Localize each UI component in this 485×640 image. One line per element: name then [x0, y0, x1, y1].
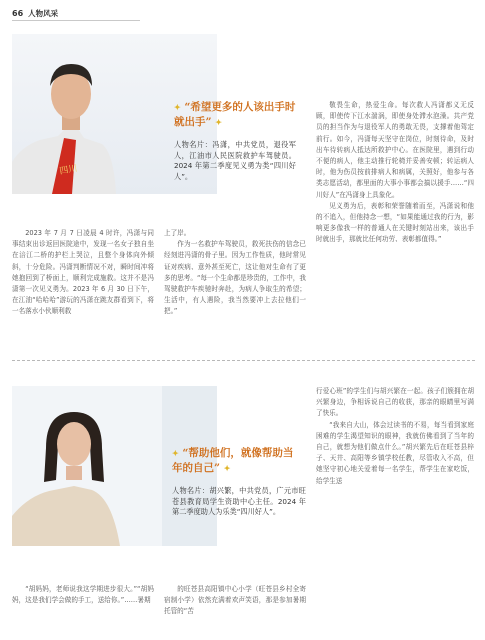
paragraph: 作为一名救护车驾驶员，救死扶伤的信念已经刻进冯潇的骨子里。因为工作性质，他时常见证对疾病、意外甚至死亡，这让他对生命有了更多的思考。“每一个生命都是珍贵的，工作中，我驾驶救护车疾驰时奔赴，为病人争取生的希望；生活中，有人遇险，我当然要冲上去拉他们一把。” — [164, 240, 306, 316]
section-divider — [12, 360, 475, 361]
story2-column-middle: 的旺苍县高阳镇中心小学（旺苍县乡村全寄宿制小学）依然充满着欢声笑语，那是参加暑期托管的“苦 — [164, 585, 306, 616]
story2-headline: ✦ “帮助他们，就像帮助当 年的自己” ✦ — [172, 447, 294, 474]
paragraph: 行爱心班”的学生们与胡兴繁在一起。孩子们簇拥在胡兴繁身边，争相诉说自己的收获，那亲的眼睛里写满了快乐。 — [316, 387, 474, 418]
story1-column-middle — [164, 228, 306, 356]
paragraph: 上了岸。 — [164, 229, 191, 237]
svg-text:四川: 四川 — [58, 163, 79, 177]
paragraph: 敬畏生命，热爱生命。每次救人冯潇都义无反顾，即使传下江水湍涡，即使身处滞水泡澡。共产党员的担当作为与退役军人的勇敢无畏，支撑着他驾定前行。如今，冯潇每天坚守在岗位，时刻待命，及时出车待转病人抵达所救护中心。在医院里，遇到行动不便的病人，他主动推行轮椅并妥善安顿；转运病人时，他为伤员按前排病人和病属，关照好，他参与各类志愿活动，都里面的大事小事都会搞以援手……“四川好人”在冯潇身上具象化。 — [316, 101, 474, 199]
paragraph: 见义勇为后，表彰和荣誉随着而至，冯潇说和他的不追入，但他持念一想，“如果能通过我的行为，影响更多像我一样的普通人在关键时刻站出来，该出手时就出手，那就比任何功劳、表彰都值得。” — [316, 201, 474, 244]
story1-column-right — [316, 100, 474, 372]
story1-column-left: 2023 年 7 月 7 日凌晨 4 时许，冯潇与同事结束出诊返回医院途中，发现一名女子独自坐在涪江二桥的护栏上哭泣，且整个身体向外倾斜，十分危险。冯潇判断情况不对，瞬时间冲将她抱回到了桥面上，顺利完成施救。这并不是冯潇第一次见义勇为。2023 年 6 月 30 日下午，在江油“哈哈哈”游玩的冯潇在跳友群看到下，将一名落水小伙顺利救 — [12, 229, 154, 316]
header-rule — [12, 20, 140, 21]
page-number: 66 — [12, 8, 24, 18]
story1-profile: 人物名片：冯潇，中共党员，退役军人，江油市人民医院救护车驾驶员。2024 年第二季度见义勇为类“四川好人”。 — [174, 140, 296, 181]
page-header — [12, 6, 58, 20]
story2-column-left: “胡妈妈，老师说我这学期进步很大。”“胡妈妈，这是我们学会做的手工，送给你。”……暑期 — [12, 585, 154, 605]
paragraph: “我来自大山，体会过读书的不易，每当看到家庭困难的学生渴望知识的眼神，我就仿佛看到了当年的自己，就想为他们做点什么。”胡兴繁先后在旺苍县梓子、天井、高阳等乡镇学校任教，尽管收入不高，但她坚守初心地关爱着每一名学生，帮学生在家吃饭，给学生送 — [316, 420, 474, 485]
story-feng-xiao — [0, 24, 485, 356]
story1-headline: ✦ “希望更多的人该出手时 就出手” ✦ — [174, 101, 296, 128]
story-hu-xingfan — [0, 376, 485, 640]
story2-column-right — [316, 386, 474, 634]
section-title: 人物风采 — [28, 8, 59, 18]
story2-profile: 人物名片：胡兴繁，中共党员，广元市旺苍县教育局学生资助中心主任。2024 年第二季度助人为乐类“四川好人”。 — [172, 486, 306, 516]
